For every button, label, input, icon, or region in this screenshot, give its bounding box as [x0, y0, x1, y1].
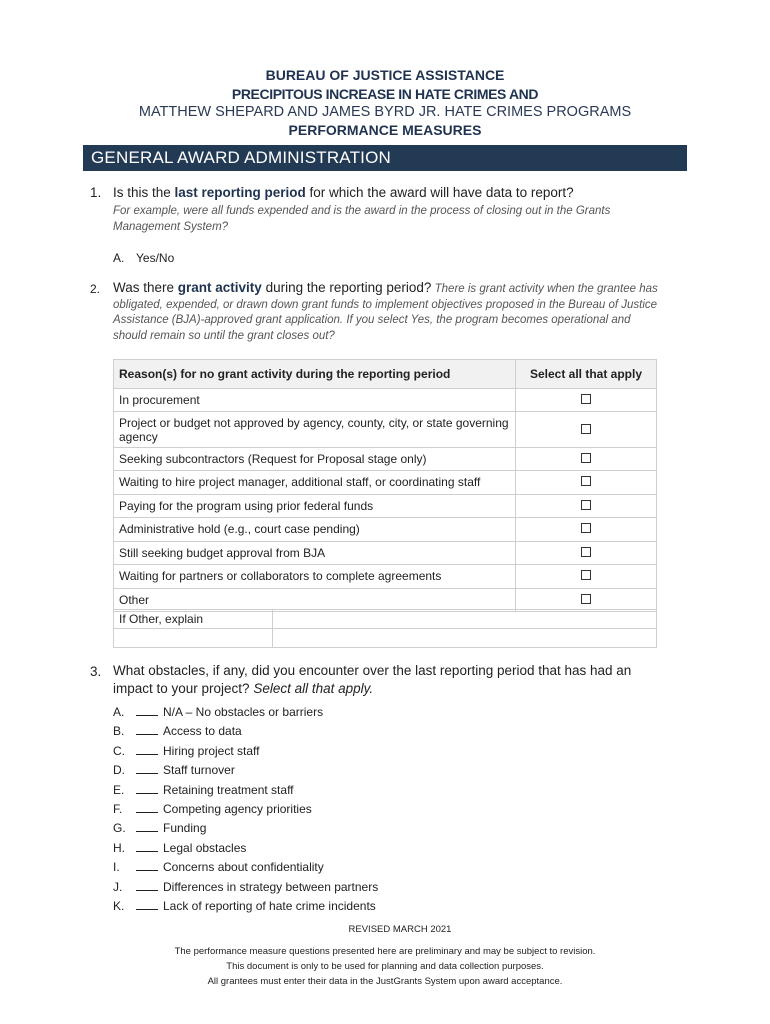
section-banner: GENERAL AWARD ADMINISTRATION [83, 145, 687, 171]
option-label: Differences in strategy between partners [163, 879, 379, 894]
table-row [114, 494, 657, 518]
footer-disclaimer-3: All grantees must enter their data in the JustGrants System upon award acceptance. [207, 976, 563, 987]
answer-letter: A. [113, 251, 125, 265]
question-3-text [113, 662, 663, 698]
list-item[interactable] [113, 839, 378, 858]
option-label: Concerns about confidentiality [163, 860, 324, 875]
list-item[interactable] [113, 819, 378, 838]
option-blank[interactable] [136, 899, 158, 910]
question-3-instruction: Select all that apply. [253, 681, 374, 696]
checkbox[interactable] [581, 476, 591, 486]
table-row [114, 389, 657, 412]
option-letter: H. [113, 840, 125, 855]
list-item[interactable] [113, 722, 378, 741]
list-item[interactable] [113, 858, 378, 877]
option-letter: E. [113, 782, 125, 797]
checkbox[interactable] [581, 547, 591, 557]
reason-label: Project or budget not approved by agency, county, city, or state governing agency [114, 412, 516, 448]
reason-label: Waiting for partners or collaborators to complete agreements [114, 565, 516, 589]
question-2-emphasis: grant activity [177, 280, 262, 295]
option-blank[interactable] [136, 724, 158, 735]
option-letter: C. [113, 743, 125, 758]
table-row [114, 471, 657, 495]
table-row [114, 565, 657, 589]
option-blank[interactable] [136, 763, 158, 774]
obstacle-options [113, 703, 378, 916]
table-row [114, 518, 657, 542]
checkbox[interactable] [581, 453, 591, 463]
option-letter: F. [113, 801, 123, 816]
option-blank[interactable] [136, 705, 158, 716]
option-label: Hiring project staff [163, 743, 260, 758]
reason-label: Other [114, 588, 516, 612]
option-blank[interactable] [136, 880, 158, 891]
option-letter: K. [113, 898, 125, 913]
checkbox[interactable] [581, 424, 591, 434]
reason-label: Still seeking budget approval from BJA [114, 541, 516, 565]
question-1-number: 1. [90, 185, 102, 200]
other-explain-table [113, 609, 657, 648]
question-2-post: during the reporting period? [261, 280, 432, 295]
question-1-note: For example, were all funds expended and is the award in the process of closing out in the Grants Management System? [113, 205, 611, 233]
option-blank[interactable] [136, 821, 158, 832]
option-letter: A. [113, 705, 125, 719]
question-1-answer[interactable] [113, 251, 174, 265]
other-explain-input[interactable] [273, 610, 657, 629]
option-label: Lack of reporting of hate crime incidents [163, 898, 376, 913]
program-subtitle: MATTHEW SHEPARD AND JAMES BYRD JR. HATE CRIMES PROGRAMS [138, 104, 632, 120]
select-column-header: Select all that apply [516, 360, 657, 389]
list-item[interactable] [113, 781, 378, 800]
option-blank[interactable] [136, 802, 158, 813]
reasons-column-header: Reason(s) for no grant activity during the reporting period [114, 360, 516, 389]
option-label: Access to data [163, 724, 242, 739]
list-item[interactable] [113, 742, 378, 761]
option-letter: G. [113, 821, 126, 836]
list-item[interactable] [113, 878, 378, 897]
question-2-note: There is grant activity when the grantee has obligated, expended, or drawn down grant funds to implement objectives proposed in the Bureau of Justice Assistance (BJA)-approved grant application. If you select Yes, the program becomes operational and should remain so until the grant closes out? [113, 283, 658, 342]
reason-label: Administrative hold (e.g., court case pending) [114, 518, 516, 542]
checkbox[interactable] [581, 570, 591, 580]
question-3-number: 3. [90, 664, 102, 679]
option-label: Legal obstacles [163, 840, 247, 855]
list-item[interactable] [113, 800, 378, 819]
table-row [114, 412, 657, 448]
list-item[interactable] [113, 897, 378, 916]
question-1-emphasis: last reporting period [174, 185, 306, 200]
option-blank[interactable] [136, 783, 158, 794]
option-letter: B. [113, 724, 125, 739]
question-1-pre: Is this the [113, 185, 175, 200]
table-row [114, 588, 657, 612]
list-item[interactable] [113, 703, 378, 722]
agency-title: BUREAU OF JUSTICE ASSISTANCE [265, 67, 505, 83]
checkbox[interactable] [581, 594, 591, 604]
option-blank[interactable] [136, 860, 158, 871]
question-1-post: for which the award will have data to report? [305, 185, 574, 200]
checkbox[interactable] [581, 500, 591, 510]
table-row [114, 541, 657, 565]
option-letter: D. [113, 763, 125, 778]
reason-label: Waiting to hire project manager, additional staff, or coordinating staff [114, 471, 516, 495]
question-2-pre: Was there [113, 280, 178, 295]
other-explain-input-line2[interactable] [273, 629, 657, 648]
program-title: PRECIPITOUS INCREASE IN HATE CRIMES AND [231, 86, 539, 102]
question-2-number: 2. [90, 282, 101, 296]
other-explain-label: If Other, explain [114, 610, 273, 629]
reason-label: Seeking subcontractors (Request for Proposal stage only) [114, 448, 516, 471]
footer-disclaimer-1: The performance measure questions presented here are preliminary and may be subject to revision. [174, 946, 596, 957]
table-row [114, 448, 657, 471]
option-blank[interactable] [136, 744, 158, 755]
option-letter: J. [113, 879, 123, 894]
option-label: Funding [163, 821, 207, 836]
option-label: Staff turnover [163, 763, 235, 778]
list-item[interactable] [113, 761, 378, 780]
reason-label: In procurement [114, 389, 516, 412]
revised-date: REVISED MARCH 2021 [348, 924, 452, 935]
question-3-body: What obstacles, if any, did you encounter over the last reporting period that has had an impact to your project? [113, 663, 632, 696]
question-2-text [113, 280, 658, 344]
answer-text: Yes/No [136, 251, 175, 265]
reason-label: Paying for the program using prior federal funds [114, 494, 516, 518]
option-blank[interactable] [136, 841, 158, 852]
question-1-text [113, 185, 663, 200]
option-label: N/A – No obstacles or barriers [163, 705, 324, 719]
document-title: PERFORMANCE MEASURES [288, 122, 482, 138]
checkbox[interactable] [581, 523, 591, 533]
option-letter: I. [113, 860, 120, 875]
option-label: Retaining treatment staff [163, 782, 294, 797]
reasons-table [113, 359, 657, 612]
footer-disclaimer-2: This document is only to be used for planning and data collection purposes. [226, 961, 544, 972]
option-label: Competing agency priorities [163, 801, 312, 816]
checkbox[interactable] [581, 394, 591, 404]
